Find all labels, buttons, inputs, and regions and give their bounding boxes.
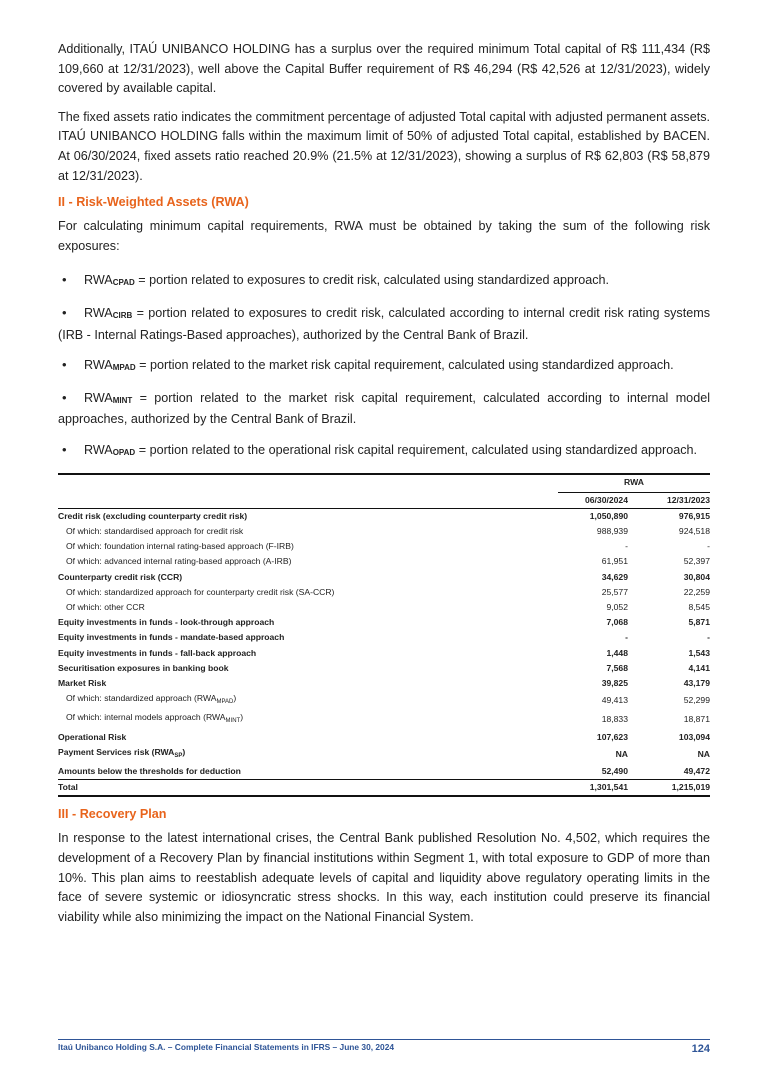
page-number: 124 [691, 1043, 710, 1055]
table-row: Of which: standardized approach $(RWA_{MPAD})$ 49,413 52,299 [66, 693, 710, 706]
table-row: Payment Services risk $(RWA_{SP})$ NA NA [58, 746, 710, 759]
table-row: Of which: other CCR 9,052 8,545 [66, 601, 710, 612]
table-row: Of which: standardised approach for credit risk 988,939 924,518 [66, 525, 710, 536]
table-total-row: Total 1,301,541 1,215,019 [58, 780, 710, 797]
recovery-plan-paragraph: In response to the latest international crises, the Central Bank published Resolution No. 4,502, which requires the development of a Recovery Plan by financial institutions within Segment 1, with total exposure to GDP of more than 10%. This plan aims to reestablish adequate levels of capital and liquidity above regulatory operating limits in the face of severe systemic or idiosyncratic stress shocks. In this way, each institution could preserve its financial viability while also minimizing the impact on the National Financial System. [58, 831, 710, 924]
table-row: Of which: standardized approach for counterparty credit risk (SA-CCR) 25,577 22,259 [66, 586, 710, 597]
table-row: Of which: advanced internal rating-based approach (A-IRB) 61,951 52,397 [66, 556, 710, 567]
table-row: Equity investments in funds - fall-back approach 1,448 1,543 [58, 647, 710, 658]
intro-paragraph-1: Additionally, ITAÚ UNIBANCO HOLDING has a surplus over the required minimum Total capital of R$ 111,434 (R$ 109,660 at 12/31/2023), well above the Capital Buffer requirement of R$ 46,294 (R$ 42,526 at 12/31/2023), widely covered by available capital. [58, 42, 710, 96]
page-content [58, 40, 710, 936]
table-row: Credit risk (excluding counterparty credit risk) 1,050,890 976,915 [58, 508, 710, 524]
table-row: Of which: internal models approach $(RWA_{MINT})$ 18,833 18,871 [66, 712, 710, 725]
column-header-2023: 12/31/2023 [640, 492, 710, 508]
table-row: Equity investments in funds - mandate-based approach - - [58, 632, 710, 643]
bullet-icon: • [62, 272, 67, 288]
bullet-icon: • [62, 389, 67, 405]
table-row: Market Risk 39,825 43,179 [58, 677, 710, 688]
table-row: Securitisation exposures in banking book 7,568 4,141 [58, 662, 710, 673]
intro-paragraph-2: The fixed assets ratio indicates the commitment percentage of adjusted Total capital with adjusted permanent assets. ITAÚ UNIBANCO HOLDING falls within the maximum limit of 50% of adjusted Total capital, established by BACEN. At 06/30/2024, fixed assets ratio reached 20.9% (21.5% at 12/31/2023), showing a surplus of R$ 62,803 (R$ 58,879 at 12/31/2023). [58, 109, 710, 183]
bullet-rwa-cirb: • $RWA_{CIRB}$ = portion related to exposures to credit risk, calculated according to internal credit risk rating systems (IRB - Internal Ratings-Based approaches), authorized by the Central Bank of Brazil. [58, 304, 710, 342]
table-row: Operational Risk 107,623 103,094 [58, 731, 710, 742]
section-heading-recovery-plan: III - Recovery Plan [58, 807, 167, 822]
rwa-group-header: RWA [558, 474, 710, 493]
bullet-rwa-cpad: • $RWA_{CPAD}$ = portion related to exposures to credit risk, calculated using standardized approach. [58, 270, 710, 293]
column-header-2024: 06/30/2024 [558, 492, 628, 508]
page-footer [58, 1039, 710, 1055]
rwa-table [58, 473, 710, 798]
table-row: Equity investments in funds - look-through approach 7,068 5,871 [58, 617, 710, 628]
bullet-rwa-opad: • $RWA_{OPAD}$ = portion related to the operational risk capital requirement, calculated using standardized approach. [58, 440, 710, 463]
table-row: Counterparty credit risk (CCR) 34,629 30,804 [58, 571, 710, 582]
table-row: Amounts below the thresholds for deduction 52,490 49,472 [58, 765, 710, 776]
table-date-row [58, 492, 710, 508]
bullet-rwa-mint: • $RWA_{MINT}$ = portion related to the market risk capital requirement, calculated according to internal model approaches, authorized by the Central Bank of Brazil. [58, 389, 710, 427]
table-header-row [58, 474, 710, 493]
bullet-icon: • [62, 357, 67, 373]
section-heading-rwa: II - Risk-Weighted Assets (RWA) [58, 195, 249, 210]
rwa-lead-paragraph: For calculating minimum capital requirements, RWA must be obtained by taking the sum of the following risk exposures: [58, 219, 710, 253]
bullet-rwa-mpad: • $RWA_{MPAD}$ = portion related to the market risk capital requirement, calculated using standardized approach. [58, 355, 710, 378]
footer-text: Itaú Unibanco Holding S.A. – Complete Financial Statements in IFRS – June 30, 2024 [58, 1042, 395, 1052]
bullet-icon: • [62, 441, 67, 457]
table-row: Of which: foundation internal rating-based approach (F-IRB) - - [66, 541, 710, 552]
bullet-icon: • [62, 304, 67, 320]
